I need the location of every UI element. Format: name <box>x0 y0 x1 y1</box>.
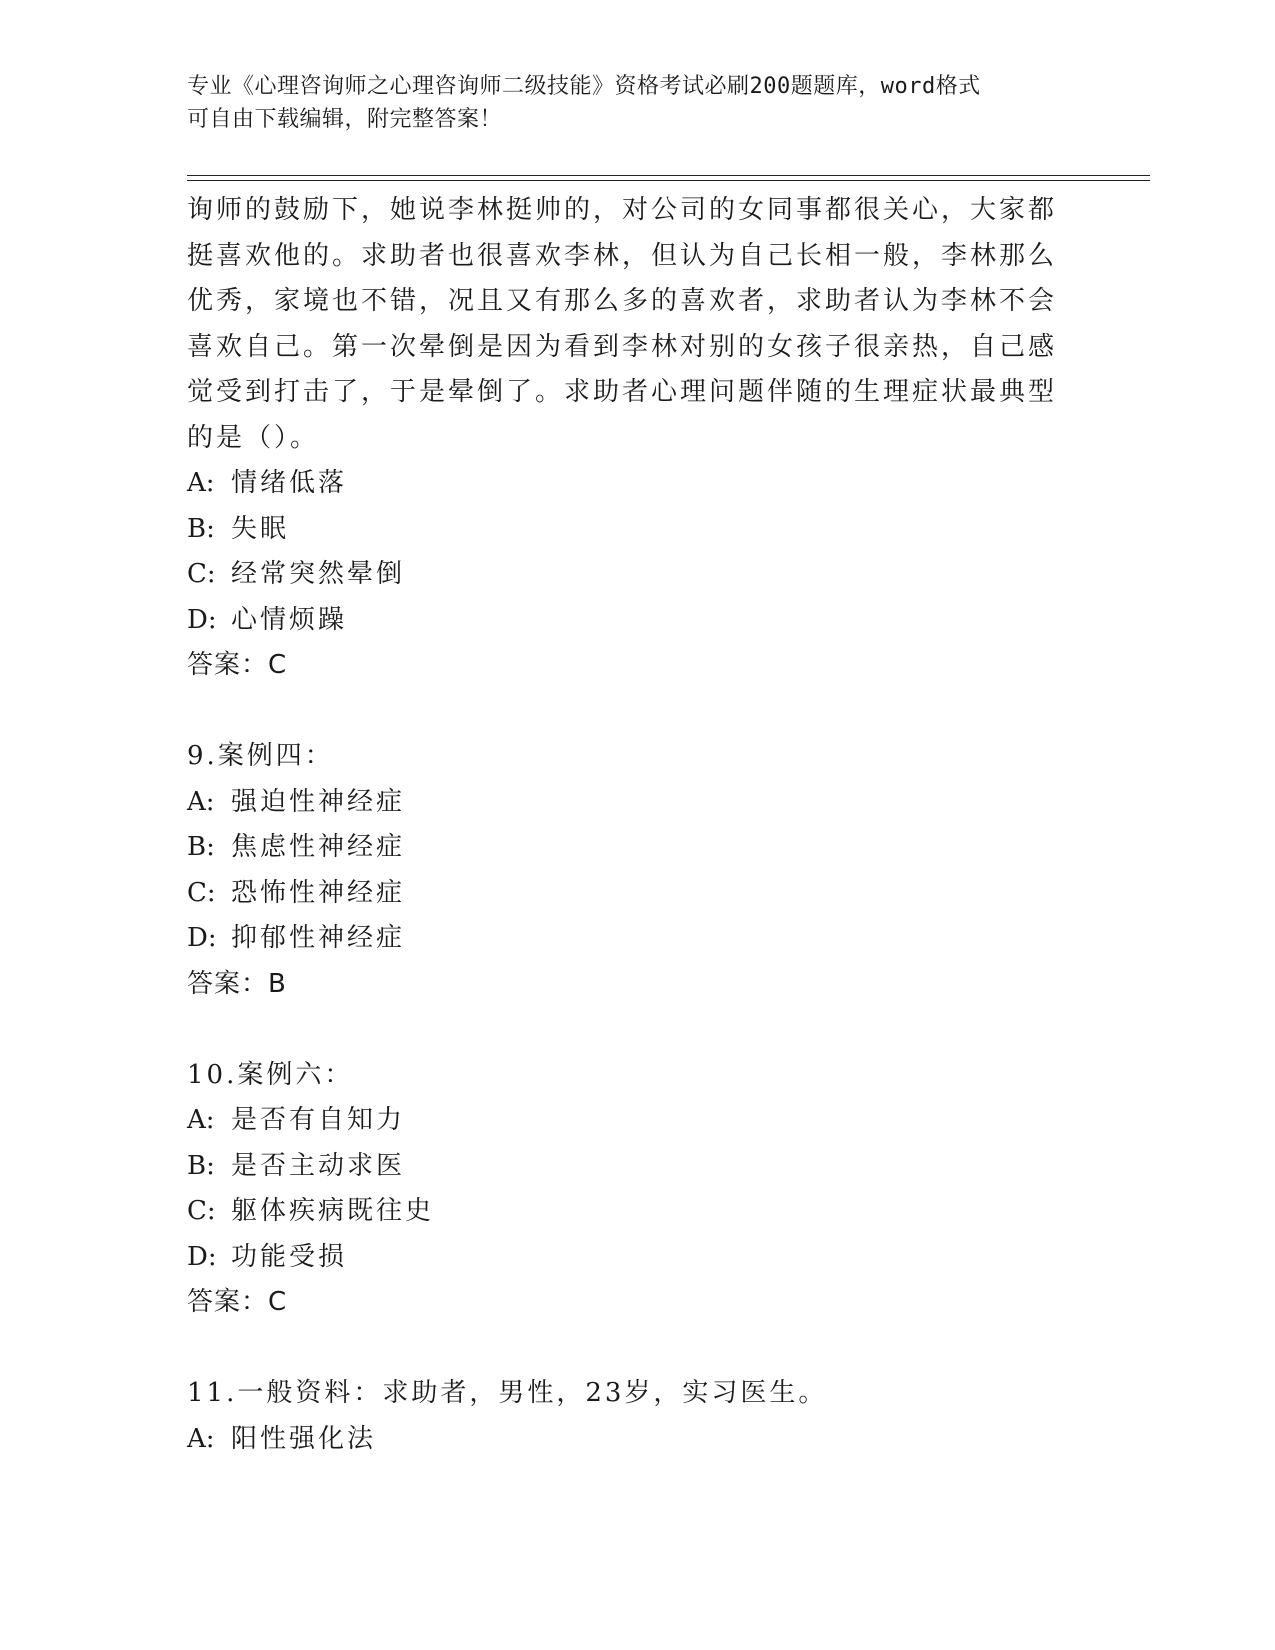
option-d <box>187 916 1067 962</box>
option-key: D: <box>187 604 217 635</box>
option-a <box>187 780 1067 826</box>
option-text: 是否有自知力 <box>231 1105 406 1135</box>
document-body <box>187 188 1067 1462</box>
header-line-2: 可自由下载编辑，附完整答案！ <box>187 107 503 132</box>
option-text: 恐怖性神经症 <box>231 877 406 908</box>
question-9 <box>187 734 1067 1007</box>
option-text: 强迫性神经症 <box>231 786 406 817</box>
answer-line: 答案：C <box>187 650 288 680</box>
option-d <box>187 1235 1067 1281</box>
option-a <box>187 1417 1067 1463</box>
header-line-1: 专业《心理咨询师之心理咨询师二级技能》资格考试必刷200题题库，word格式 <box>187 74 981 99</box>
option-text: 经常突然晕倒 <box>231 559 406 589</box>
question-stem: 9.案例四： <box>187 741 334 771</box>
option-text: 失眠 <box>231 513 290 544</box>
option-a <box>187 461 1067 507</box>
document-header <box>187 70 1067 136</box>
option-key: B: <box>187 513 215 544</box>
question-continued <box>187 188 1067 689</box>
option-d <box>187 598 1067 644</box>
answer-line: 答案：C <box>187 1287 288 1317</box>
option-b <box>187 1144 1067 1190</box>
option-text: 心情烦躁 <box>231 604 348 635</box>
option-text: 躯体疾病既往史 <box>231 1196 435 1226</box>
option-key: D: <box>187 1241 217 1272</box>
option-b <box>187 507 1067 553</box>
option-key: B: <box>187 1150 215 1181</box>
question-stem: 10.案例六： <box>187 1059 354 1090</box>
question-10 <box>187 1053 1067 1326</box>
question-text-line: 询师的鼓励下，她说李林挺帅的，对公司的女同事都很关心，大家都 <box>187 195 1058 225</box>
option-a <box>187 1098 1067 1144</box>
option-key: C: <box>187 877 216 908</box>
option-key: C: <box>187 559 216 589</box>
option-c <box>187 871 1067 917</box>
question-text-line: 喜欢自己。第一次晕倒是因为看到李林对别的女孩子很亲热，自己感 <box>187 331 1058 362</box>
question-text-line: 的是（）。 <box>187 422 320 453</box>
option-key: A: <box>187 1423 215 1454</box>
option-text: 功能受损 <box>231 1241 348 1272</box>
header-divider-bottom <box>187 180 1150 181</box>
question-text-line: 觉受到打击了，于是晕倒了。求助者心理问题伴随的生理症状最典型 <box>187 377 1058 407</box>
option-key: A: <box>187 468 215 498</box>
option-c <box>187 552 1067 598</box>
option-text: 是否主动求医 <box>231 1150 406 1181</box>
option-text: 情绪低落 <box>231 468 348 498</box>
option-text: 阳性强化法 <box>231 1423 377 1454</box>
question-text-line: 挺喜欢他的。求助者也很喜欢李林，但认为自己长相一般，李林那么 <box>187 240 1058 271</box>
question-11 <box>187 1371 1067 1462</box>
option-b <box>187 825 1067 871</box>
option-key: A: <box>187 786 215 817</box>
option-text: 焦虑性神经症 <box>231 832 406 862</box>
option-key: B: <box>187 832 215 862</box>
option-key: C: <box>187 1196 216 1226</box>
answer-line: 答案：B <box>187 968 287 999</box>
option-key: A: <box>187 1105 215 1135</box>
question-stem: 11.一般资料：求助者，男性，23岁，实习医生。 <box>187 1378 828 1408</box>
option-text: 抑郁性神经症 <box>231 923 406 953</box>
option-c <box>187 1189 1067 1235</box>
option-key: D: <box>187 923 217 953</box>
question-text-line: 优秀，家境也不错，况且又有那么多的喜欢者，求助者认为李林不会 <box>187 286 1058 316</box>
header-divider-top <box>187 175 1150 176</box>
